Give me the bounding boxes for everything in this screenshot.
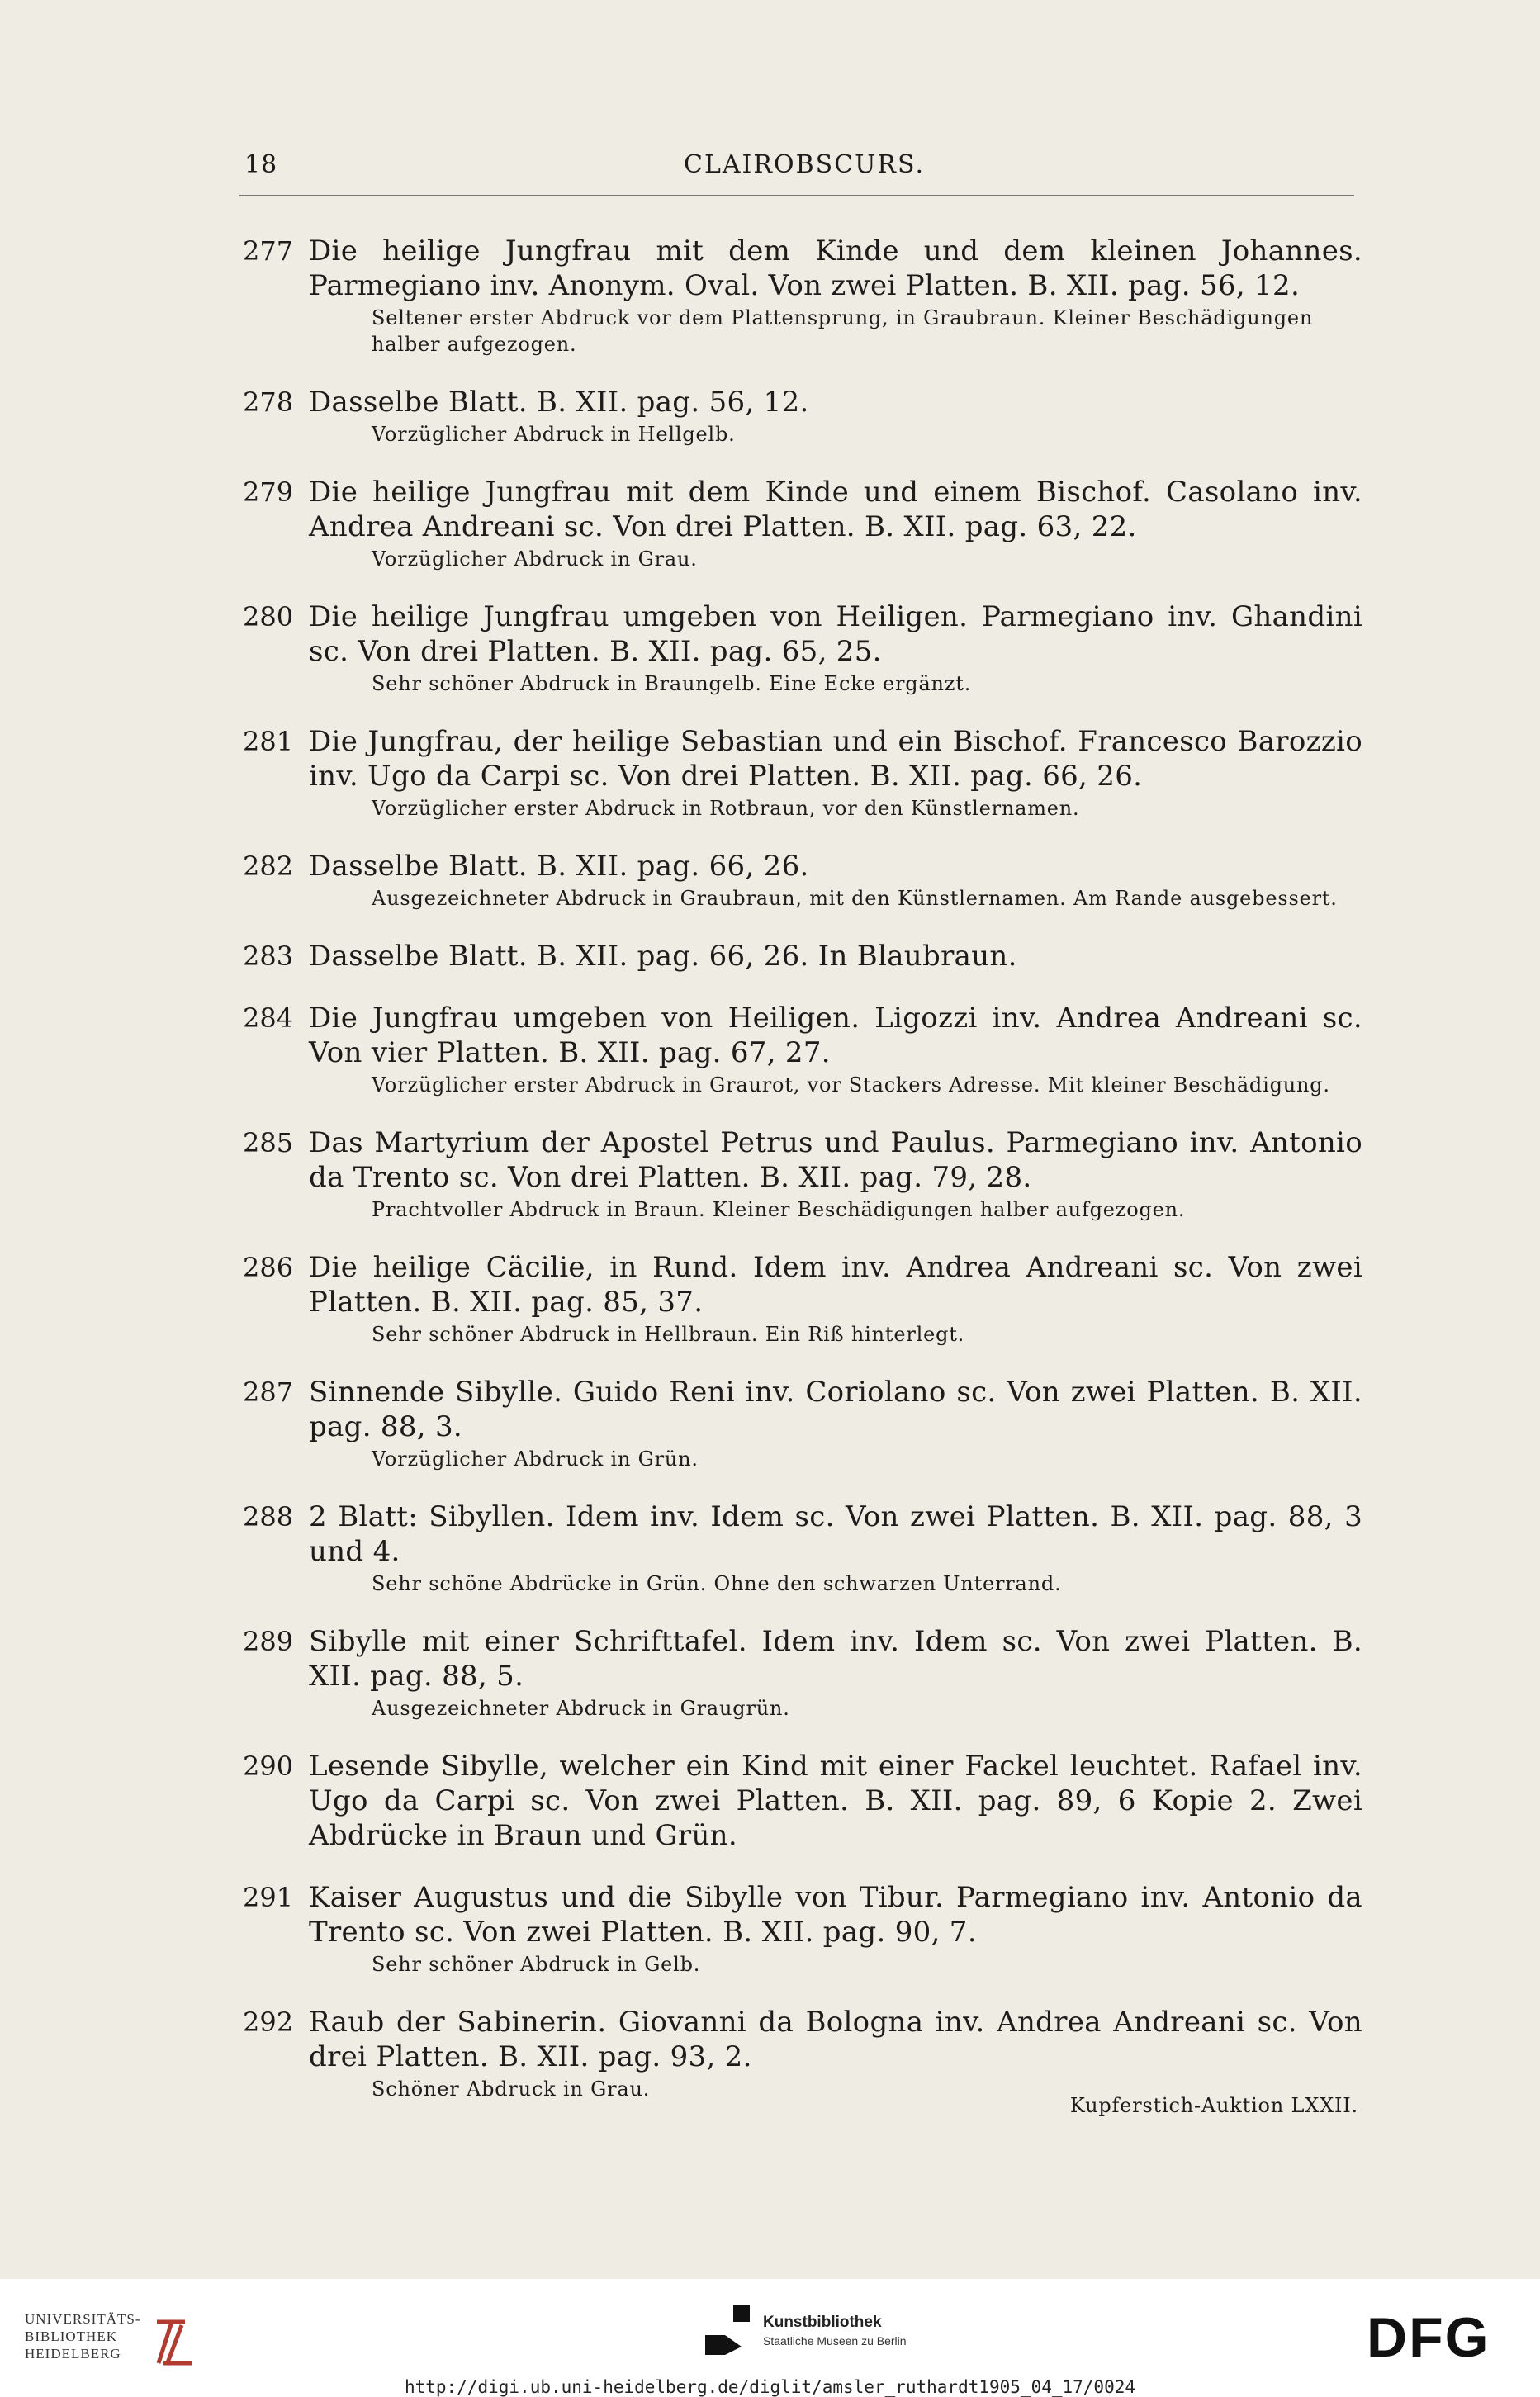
catalog-entries	[239, 234, 1362, 2129]
entry-number: 278	[243, 386, 294, 418]
entry-note: Sehr schöner Abdruck in Gelb.	[372, 1953, 701, 1976]
dfg-text: DFG	[1367, 2309, 1490, 2366]
entry-title: Dasselbe Blatt. B. XII. pag. 66, 26.	[309, 850, 809, 883]
kunstbibliothek-emblem-icon	[700, 2304, 753, 2357]
entry-number: 279	[243, 476, 294, 508]
entry-title: Die heilige Cäcilie, in Rund. Idem inv. Andrea Andreani sc. Von zwei Platten. B. XII. pag. 85, 37.	[309, 1251, 1362, 1319]
kunstbibliothek-logo[interactable]	[700, 2304, 907, 2370]
entry-number: 284	[243, 1002, 294, 1034]
catalog-entry	[239, 1624, 1362, 1722]
catalog-entry	[239, 849, 1362, 912]
catalog-entry	[239, 724, 1362, 822]
entry-title: Kaiser Augustus und die Sibylle von Tibur. Parmegiano inv. Antonio da Trento sc. Von zwei Platten. B. XII. pag. 90, 7.	[309, 1881, 1362, 1949]
entry-number: 277	[243, 235, 294, 267]
catalog-entry	[239, 234, 1362, 358]
entry-title: Dasselbe Blatt. B. XII. pag. 56, 12.	[309, 386, 809, 419]
entry-note: Seltener erster Abdruck vor dem Plattensprung, in Graubraun. Kleiner Beschädigungen halber aufgezogen.	[372, 306, 1314, 356]
entry-note: Schöner Abdruck in Grau.	[372, 2077, 651, 2101]
entry-title: 2 Blatt: Sibyllen. Idem inv. Idem sc. Von zwei Platten. B. XII. pag. 88, 3 und 4.	[309, 1500, 1362, 1568]
page-number: 18	[244, 150, 278, 179]
entry-note: Vorzüglicher erster Abdruck in Graurot, vor Stackers Adresse. Mit kleiner Beschädigung.	[372, 1073, 1330, 1097]
source-url[interactable]: http://digi.ub.uni-heidelberg.de/diglit/amsler_ruthardt1905_04_17/0024	[0, 2378, 1540, 2397]
entry-title: Die heilige Jungfrau umgeben von Heiligen. Parmegiano inv. Ghandini sc. Von drei Platten. B. XII. pag. 65, 25.	[309, 600, 1362, 668]
entry-title: Die Jungfrau, der heilige Sebastian und ein Bischof. Francesco Barozzio inv. Ugo da Carpi sc. Von drei Platten. B. XII. pag. 66, 26.	[309, 725, 1362, 793]
university-library-logo[interactable]	[25, 2310, 198, 2368]
footer	[0, 2279, 1540, 2378]
catalog-entry	[239, 1001, 1362, 1098]
kunstbibliothek-subtitle: Staatliche Museen zu Berlin	[763, 2334, 907, 2347]
entry-title: Das Martyrium der Apostel Petrus und Paulus. Parmegiano inv. Antonio da Trento sc. Von drei Platten. B. XII. pag. 79, 28.	[309, 1126, 1362, 1194]
catalog-entry	[239, 1499, 1362, 1597]
entry-note: Prachtvoller Abdruck in Braun. Kleiner Beschädigungen halber aufgezogen.	[372, 1198, 1186, 1221]
entry-number: 281	[243, 726, 294, 757]
entry-number: 280	[243, 601, 294, 632]
catalog-entry	[239, 1125, 1362, 1223]
catalog-entry	[239, 1250, 1362, 1348]
entry-title: Die heilige Jungfrau mit dem Kinde und dem kleinen Johannes. Parmegiano inv. Anonym. Oval. Von zwei Platten. B. XII. pag. 56, 12.	[309, 234, 1362, 302]
catalog-entry	[239, 385, 1362, 448]
kunstbibliothek-name: Kunstbibliothek	[763, 2314, 882, 2331]
entry-number: 283	[243, 940, 294, 972]
entry-note: Sehr schöner Abdruck in Hellbraun. Ein Riß hinterlegt.	[372, 1323, 965, 1346]
entry-number: 292	[243, 2006, 294, 2038]
dfg-wordmark-icon	[1367, 2309, 1515, 2366]
entry-note: Vorzüglicher Abdruck in Hellgelb.	[372, 423, 736, 446]
entry-title: Die heilige Jungfrau mit dem Kinde und einem Bischof. Casolano inv. Andrea Andreani sc. Von drei Platten. B. XII. pag. 63, 22.	[309, 476, 1362, 543]
entry-note: Vorzüglicher Abdruck in Grau.	[372, 547, 698, 571]
university-emblem-icon	[149, 2317, 198, 2368]
catalog-entry	[239, 1880, 1362, 1978]
catalog-entry	[239, 1375, 1362, 1472]
entry-title: Die Jungfrau umgeben von Heiligen. Ligozzi inv. Andrea Andreani sc. Von vier Platten. B. XII. pag. 67, 27.	[309, 1002, 1362, 1069]
entry-title: Dasselbe Blatt. B. XII. pag. 66, 26. In Blaubraun.	[309, 940, 1017, 973]
entry-note: Sehr schöner Abdruck in Braungelb. Eine Ecke ergänzt.	[372, 672, 972, 695]
entry-number: 287	[243, 1376, 294, 1408]
entry-note: Vorzüglicher Abdruck in Grün.	[372, 1447, 699, 1471]
running-title: CLAIROBSCURS.	[684, 150, 926, 179]
catalog-entry	[239, 939, 1362, 973]
entry-number: 288	[243, 1501, 294, 1532]
entry-number: 286	[243, 1252, 294, 1283]
catalog-entry	[239, 2005, 1362, 2102]
catalog-entry	[239, 1749, 1362, 1853]
entry-note: Sehr schöne Abdrücke in Grün. Ohne den schwarzen Unterrand.	[372, 1572, 1062, 1595]
entry-title: Lesende Sibylle, welcher ein Kind mit einer Fackel leuchtet. Rafael inv. Ugo da Carpi sc. Von zwei Platten. B. XII. pag. 89, 6 Kopie 2. Zwei Abdrücke in Braun und Grün.	[309, 1750, 1362, 1852]
dfg-logo[interactable]	[1367, 2309, 1515, 2371]
catalog-entry	[239, 475, 1362, 572]
entry-note: Ausgezeichneter Abdruck in Graugrün.	[372, 1697, 790, 1720]
entry-number: 290	[243, 1750, 294, 1782]
entry-title: Sinnende Sibylle. Guido Reni inv. Coriolano sc. Von zwei Platten. B. XII. pag. 88, 3.	[309, 1376, 1362, 1443]
entry-note: Ausgezeichneter Abdruck in Graubraun, mit den Künstlernamen. Am Rande ausgebessert.	[372, 887, 1338, 910]
entry-number: 285	[243, 1127, 294, 1158]
signature-mark: Kupferstich-Auktion LXXII.	[1069, 2094, 1358, 2117]
entry-title: Raub der Sabinerin. Giovanni da Bologna inv. Andrea Andreani sc. Von drei Platten. B. XII. pag. 93, 2.	[309, 2006, 1362, 2073]
entry-number: 289	[243, 1626, 294, 1657]
entry-number: 282	[243, 850, 294, 882]
university-library-text: UNIVERSITÄTS- BIBLIOTHEK HEIDELBERG	[25, 2311, 141, 2361]
catalog-entry	[239, 599, 1362, 697]
entry-note: Vorzüglicher erster Abdruck in Rotbraun, vor den Künstlernamen.	[372, 797, 1080, 820]
entry-number: 291	[243, 1882, 294, 1913]
entry-title: Sibylle mit einer Schrifttafel. Idem inv. Idem sc. Von zwei Platten. B. XII. pag. 88, 5.	[309, 1625, 1362, 1693]
page-header	[239, 149, 1354, 196]
